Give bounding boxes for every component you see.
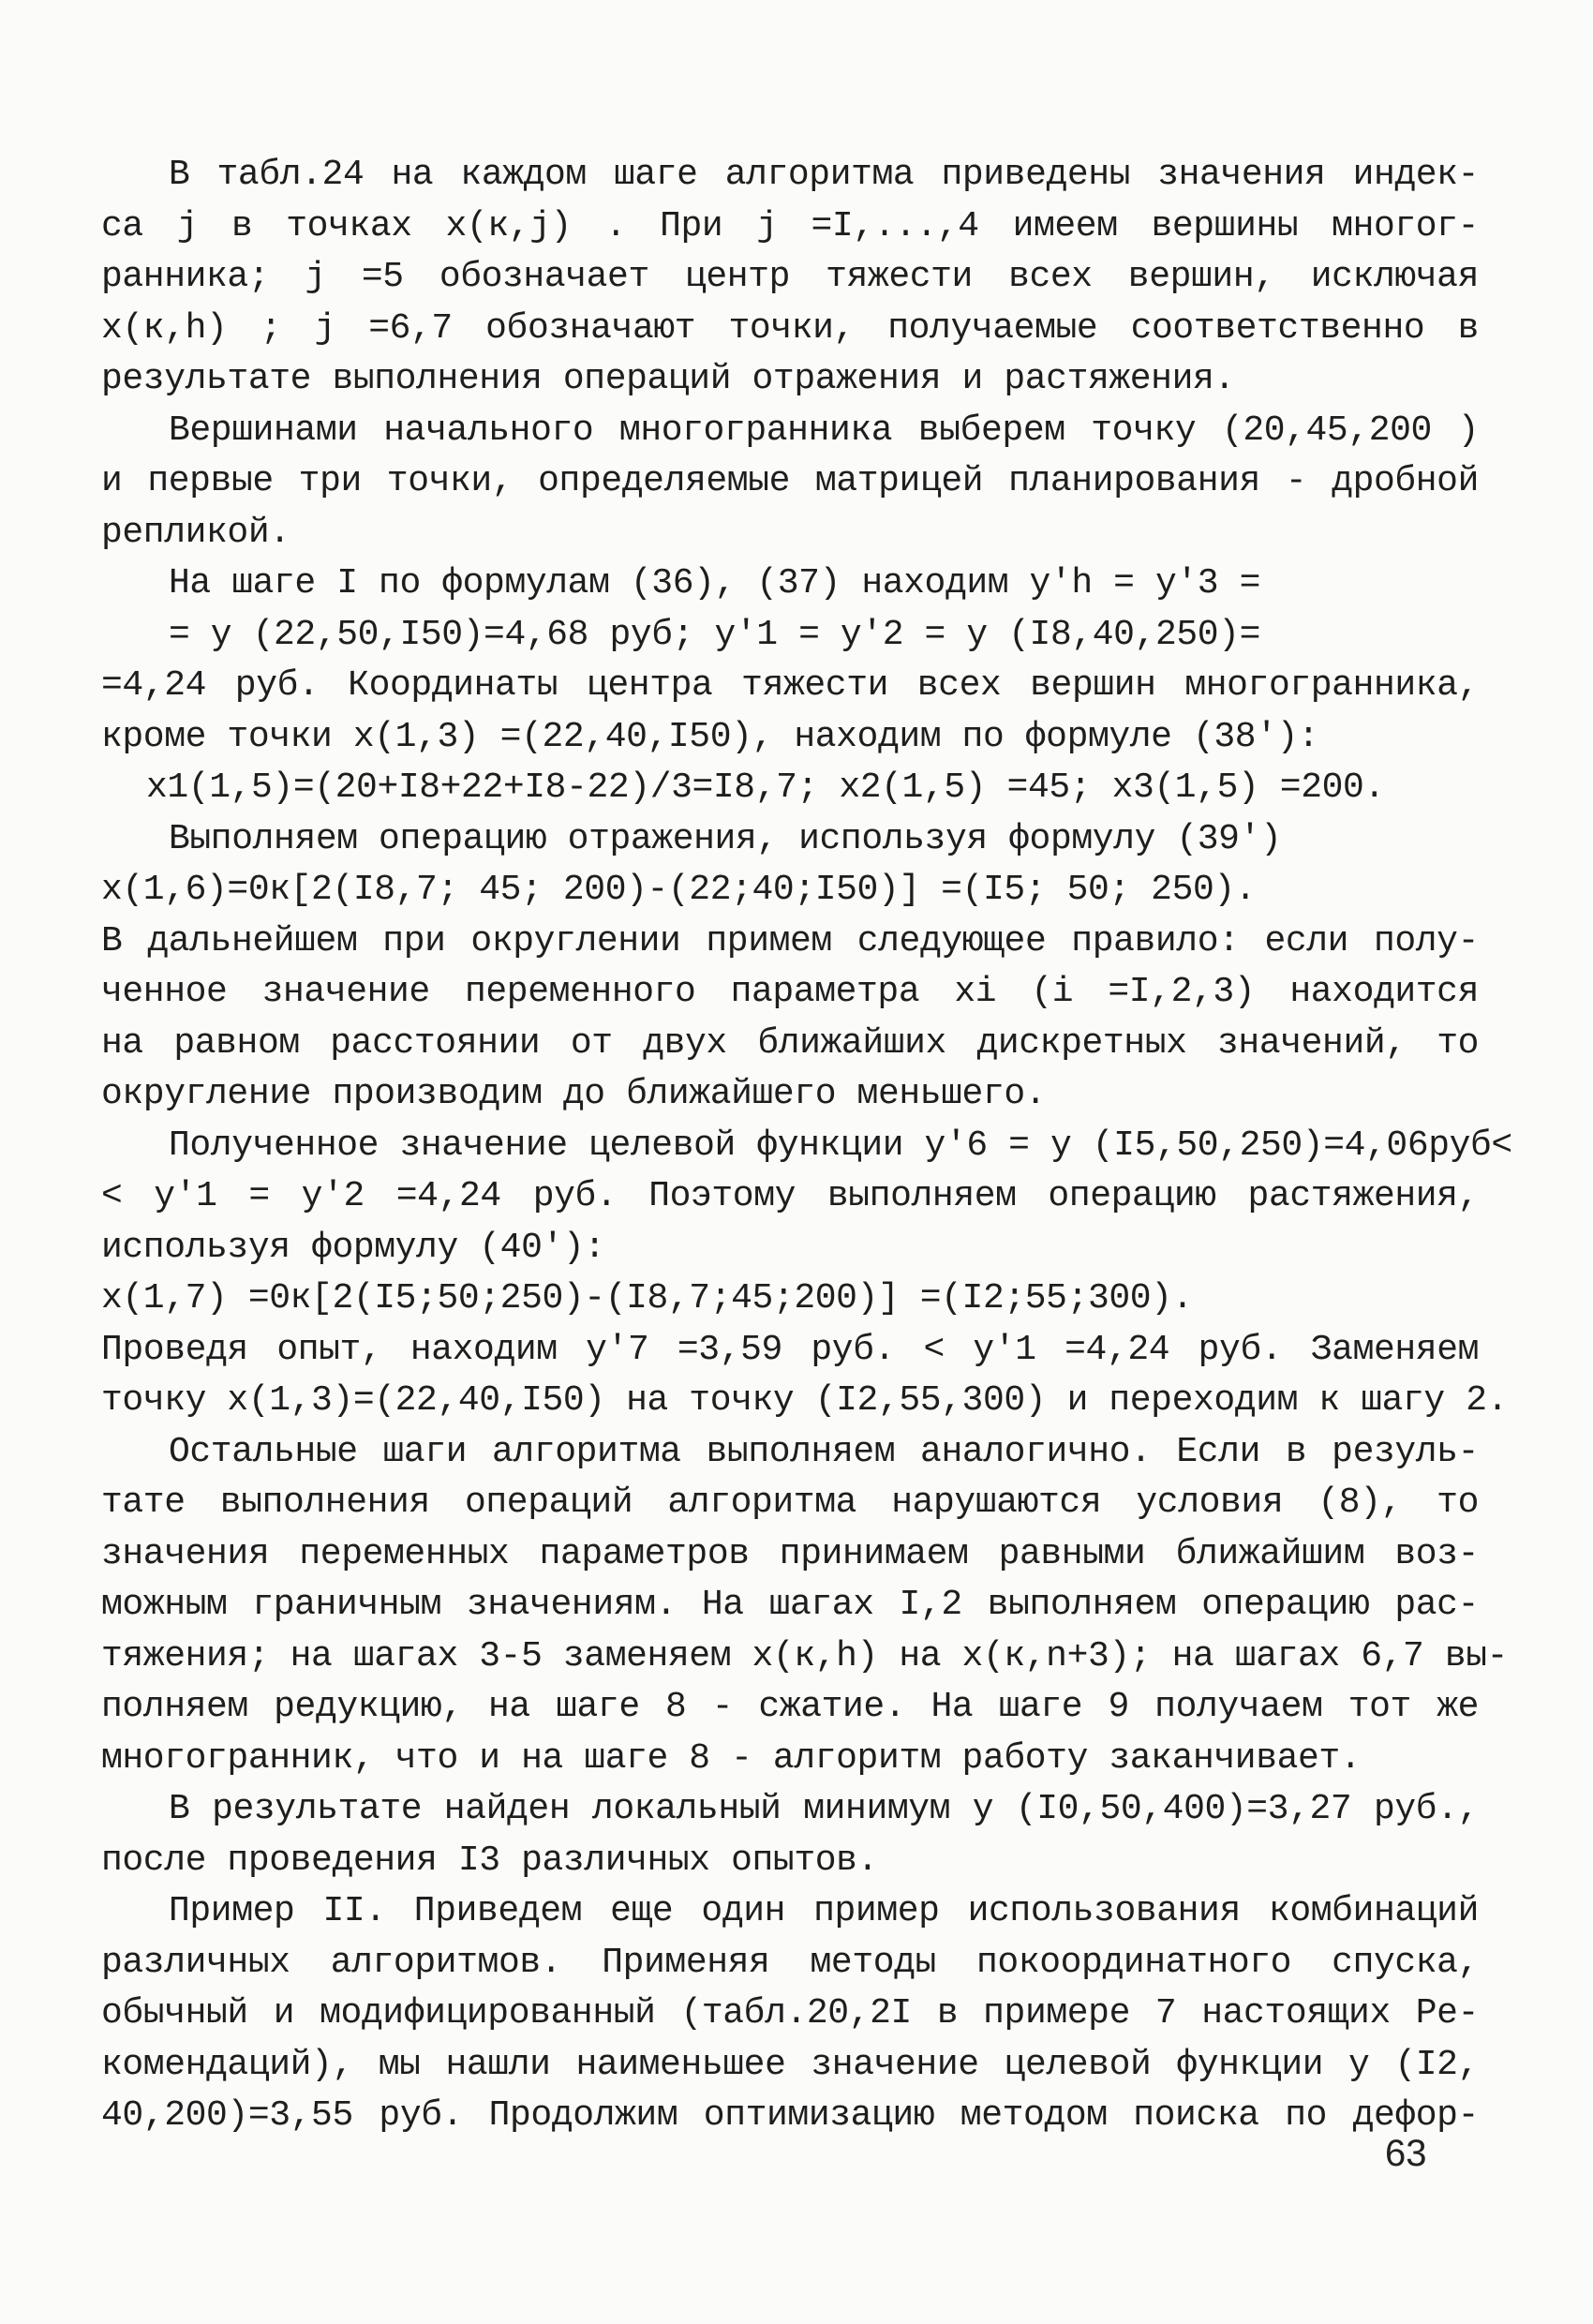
text-line: В результате найден локальный минимум y (I0,50,400)=3,27 руб.,: [169, 1789, 1479, 1829]
text-line: кроме точки x(1,3) =(22,40,I50), находим по формуле (38'):: [101, 716, 1319, 757]
text-line: Полученное значение целевой функции y'6 = y (I5,50,250)=4,06руб<: [169, 1125, 1512, 1166]
text-line: Вершинами начального многогранника выберем точку (20,45,200 ): [169, 410, 1479, 451]
text-line: и первые три точки, определяемые матрицей планирования - дробной: [101, 461, 1479, 501]
text-line: са j в точках x(к,j) . При j =I,...,4 имеем вершины многог-: [101, 205, 1479, 246]
text-line: тате выполнения операций алгоритма нарушаются условия (8), то: [101, 1482, 1479, 1523]
page-number: 63: [1385, 2133, 1427, 2174]
text-line: На шаге I по формулам (36), (37) находим y'h = y'3 =: [169, 563, 1260, 603]
text-line: точку x(1,3)=(22,40,I50) на точку (I2,55,300) и переходим к шагу 2.: [101, 1380, 1509, 1421]
text-line: после проведения I3 различных опытов.: [101, 1840, 878, 1881]
formula-line: x(1,7) =0к[2(I5;50;250)-(I8,7;45;200)] =(I2;55;300).: [101, 1278, 1193, 1318]
text-line: ченное значение переменного параметра xi (i =I,2,3) находится: [101, 972, 1479, 1012]
text-line: используя формулу (40'):: [101, 1227, 605, 1268]
paragraph-4: [101, 1121, 1512, 1427]
text-line: < y'1 = y'2 =4,24 руб. Поэтому выполняем операцию растяжения,: [101, 1176, 1479, 1216]
text-line: Проведя опыт, находим y'7 =3,59 руб. < y'1 =4,24 руб. Заменяем: [101, 1329, 1479, 1370]
text-line: репликой.: [101, 512, 290, 553]
text-line: многогранник, что и на шаге 8 - алгоритм работу заканчивает.: [101, 1737, 1362, 1779]
page-body: [101, 150, 1512, 2142]
text-line: 40,200)=3,55 руб. Продолжим оптимизацию методом поиска по дефор-: [101, 2095, 1479, 2136]
paragraph-3: [101, 559, 1479, 1121]
text-line: Выполняем операцию отражения, используя формулу (39'): [169, 818, 1282, 859]
paragraph-1: [101, 150, 1479, 406]
paragraph-6: [101, 1784, 1479, 1886]
text-line: комендаций), мы нашли наименьшее значение целевой функции y (I2,: [101, 2044, 1479, 2085]
formula-line: x(1,6)=0к[2(I8,7; 45; 200)-(22;40;I50)] =(I5; 50; 250).: [101, 870, 1257, 910]
text-line: В табл.24 на каждом шаге алгоритма приведены значения индек-: [169, 155, 1479, 195]
example-heading-line: Пример II. Приведем еще один пример использования комбинаций: [169, 1891, 1479, 1931]
text-line: на равном расстоянии от двух ближайших дискретных значений, то: [101, 1022, 1479, 1064]
text-line: различных алгоритмов. Применяя методы покоординатного спуска,: [101, 1942, 1479, 1983]
text-line: полняем редукцию, на шаге 8 - сжатие. На шаге 9 получаем тот же: [101, 1687, 1479, 1727]
text-line: можным граничным значениям. На шагах I,2 выполняем операцию рас-: [101, 1585, 1479, 1625]
formula-line: = y (22,50,I50)=4,68 руб; y'1 = y'2 = y (I8,40,250)=: [169, 614, 1260, 655]
text-line: значения переменных параметров принимаем равными ближайшим воз-: [101, 1533, 1479, 1574]
text-line: В дальнейшем при округлении примем следующее правило: если полу-: [101, 920, 1479, 961]
text-line: результате выполнения операций отражения и растяжения.: [101, 359, 1235, 399]
text-line: ранника; j =5 обозначает центр тяжести всех вершин, исключая: [101, 257, 1479, 297]
paragraph-2: [101, 406, 1479, 559]
paragraph-7: [101, 1886, 1479, 2142]
formula-line: x1(1,5)=(20+I8+22+I8-22)/3=I8,7; x2(1,5) =45; x3(1,5) =200.: [146, 767, 1385, 808]
text-line: округление производим до ближайшего меньшего.: [101, 1074, 1047, 1114]
text-line: обычный и модифицированный (табл.20,2I в примере 7 настоящих Ре-: [101, 1993, 1479, 2034]
text-line: тяжения; на шагах 3-5 заменяем x(к,h) на x(к,n+3); на шагах 6,7 вы-: [101, 1635, 1509, 1676]
text-line: =4,24 руб. Координаты центра тяжести всех вершин многогранника,: [101, 665, 1479, 706]
text-line: Остальные шаги алгоритма выполняем аналогично. Если в резуль-: [169, 1431, 1479, 1472]
text-line: x(к,h) ; j =6,7 обозначают точки, получаемые соответственно в: [101, 307, 1479, 349]
paragraph-5: [101, 1427, 1509, 1785]
